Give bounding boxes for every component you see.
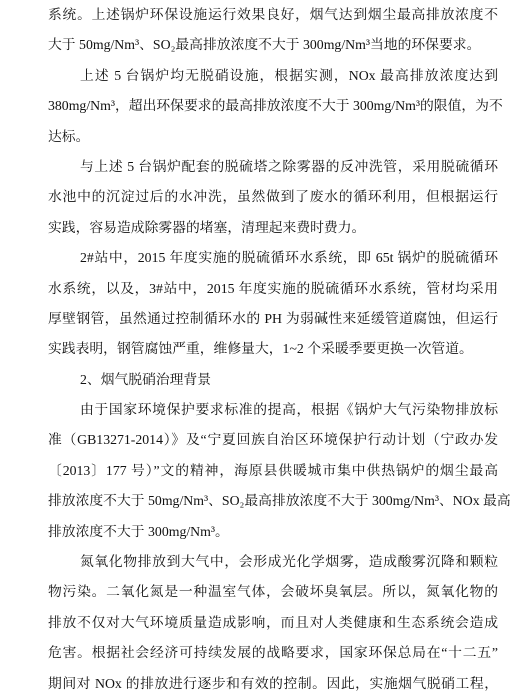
paragraph [48, 152, 498, 243]
text-line: 2#站中，2015 年度实施的脱硫循环水系统，即 65t 锅炉的脱硫循环 [80, 250, 498, 266]
text-line: 由于国家环境保护要求标准的提高，根据《锅炉大气污染物排放标 [80, 402, 498, 418]
paragraph [48, 0, 498, 61]
text-line: 危害。根据社会经济可持续发展的战略要求，国家环保总局在“十二五” [48, 645, 498, 661]
paragraph [48, 243, 498, 365]
text-line: 380mg/Nm³，超出环保要求的最高排放浓度不大于 300mg/Nm³的限值，为不 [48, 98, 503, 114]
text-line: 厚壁钢管，虽然通过控制循环水的 PH 为弱碱性来延缓管道腐蚀，但运行 [48, 310, 498, 326]
text-line: 准（GB13271-2014）》及“宁夏回族自治区环境保护行动计划（宁政办发 [48, 432, 498, 448]
section-heading: 2、烟气脱硝治理背景 [80, 371, 212, 387]
text-line: 大于 50mg/Nm³、SO₂最高排放浓度不大于 300mg/Nm³当地的环保要求。 [48, 37, 481, 53]
text-line: 排放不仅对大气环境质量造成影响，而且对人类健康和生态系统会造成 [48, 614, 498, 630]
text-line: 物污染。二氧化氮是一种温室气体，会破坏臭氧层。所以，氮氧化物的 [48, 584, 498, 600]
text-line: 水池中的沉淀过后的水冲洗，虽然做到了废水的循环利用，但根据运行 [48, 189, 498, 205]
text-line: 水系统，以及，3#站中，2015 年度实施的脱硫循环水系统，管材均采用 [48, 280, 498, 296]
text-line: 〔2013〕177 号）”文的精神，海原县供暖城市集中供热锅炉的烟尘最高 [48, 462, 498, 478]
text-line: 与上述 5 台锅炉配套的脱硫塔之除雾器的反冲洗管，采用脱硫循环 [80, 158, 498, 174]
document-page [48, 0, 511, 699]
text-line: 期间对 NOx 的排放进行逐步和有效的控制。因此，实施烟气脱硝工程， [48, 675, 498, 691]
text-line: 氮氧化物排放到大气中，会形成光化学烟雾，造成酸雾沉降和颗粒 [80, 554, 498, 570]
paragraph [48, 547, 498, 699]
paragraph [48, 61, 503, 152]
text-line: 系统。上述锅炉环保设施运行效果良好，烟气达到烟尘最高排放浓度不 [48, 7, 498, 22]
paragraph [48, 395, 511, 547]
text-line: 排放浓度不大于 300mg/Nm³。 [48, 523, 229, 539]
text-line: 达标。 [48, 128, 90, 144]
text-line: 排放浓度不大于 50mg/Nm³、SO₂最高排放浓度不大于 300mg/Nm³、NOx 最高 [48, 493, 511, 509]
text-line: 实践表明，钢管腐蚀严重，维修量大，1~2 个采暖季要更换一次管道。 [48, 341, 473, 357]
text-line: 上述 5 台锅炉均无脱硝设施，根据实测，NOx 最高排放浓度达到 [80, 67, 498, 83]
text-line: 实践，容易造成除雾器的堵塞，清理起来费时费力。 [48, 219, 366, 235]
